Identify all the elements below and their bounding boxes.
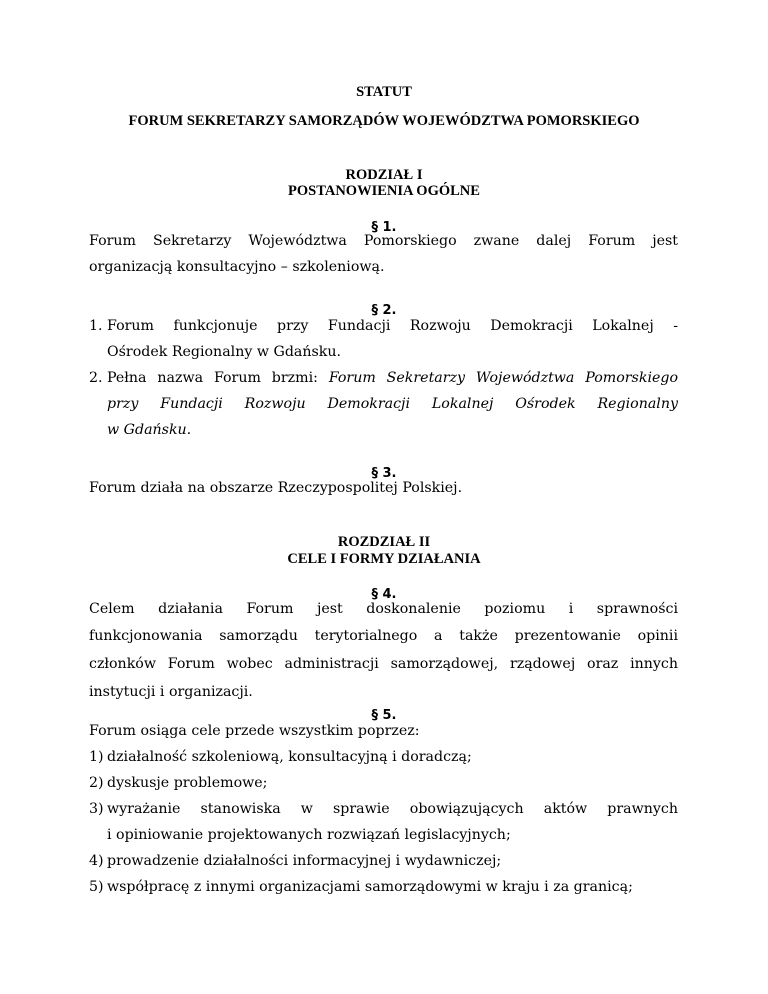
chapter-2-name: CELE I FORMY DZIAŁANIA [287,551,481,567]
section-2-item-2-plain: Pełna nazwa Forum brzmi: [107,370,329,386]
section-2-item-1-line: Forum funkcjonuje przy Fundacji Rozwoju Demokracji Lokalnej - [107,318,678,334]
section-2-item-1-number: 1. [89,318,103,334]
chapter-1-number: RODZIAŁ I [345,167,423,183]
document-subtitle: FORUM SEKRETARZY SAMORZĄDÓW WOJEWÓDZTWA POMORSKIEGO [128,113,640,129]
section-5-intro: Forum osiąga cele przede wszystkim poprzez: [89,723,420,739]
section-1-line: organizacją konsultacyjno – szkoleniową. [89,259,385,275]
section-2-item-2-line: przy Fundacji Rozwoju Demokracji Lokalnej Ośrodek Regionalny [107,396,678,412]
section-4-line: funkcjonowania samorządu terytorialnego a także prezentowanie opinii [89,628,678,644]
list-item [89,774,267,792]
section-2-item-2-line [107,369,678,387]
list-item-text: prowadzenie działalności informacyjnej i wydawniczej; [107,853,502,869]
chapter-1-name: POSTANOWIENIA OGÓLNE [288,183,480,199]
section-4-line: członków Forum wobec administracji samorządowej, rządowej oraz innych [89,656,678,672]
list-item-text: działalność szkoleniową, konsultacyjną i doradczą; [107,749,472,765]
section-4-line: Celem działania Forum jest doskonalenie poziomu i sprawności [89,601,678,617]
section-2-item-1-line: Ośrodek Regionalny w Gdańsku. [107,344,342,360]
section-1-sign: § 1. [371,220,397,235]
section-2-item-2-number: 2. [89,370,103,386]
section-3-sign: § 3. [371,466,397,481]
document-title: STATUT [356,84,412,100]
list-item-number: 2) [89,775,104,791]
list-item [89,748,472,766]
list-item-number: 5) [89,879,104,895]
list-item-text: wyrażanie stanowiska w sprawie obowiązujących aktów prawnych [107,801,678,817]
list-item-continuation: i opiniowanie projektowanych rozwiązań legislacyjnych; [107,827,511,843]
list-item-number: 4) [89,853,104,869]
section-5-sign: § 5. [371,708,397,723]
section-3-line: Forum działa na obszarze Rzeczypospolitej Polskiej. [89,480,463,496]
list-item-text: współpracę z innymi organizacjami samorządowymi w kraju i za granicą; [107,879,633,895]
list-item [89,852,501,870]
section-2-sign: § 2. [371,303,397,318]
list-item-number: 3) [89,801,104,817]
section-2-item-2-line: w Gdańsku. [107,422,192,438]
section-1-line: Forum Sekretarzy Województwa Pomorskiego zwane dalej Forum jest [89,233,678,249]
list-item-text: dyskusje problemowe; [107,775,268,791]
chapter-2-number: ROZDZIAŁ II [337,534,431,550]
section-2-item-2-italic: Forum Sekretarzy Województwa Pomorskiego [328,370,678,386]
section-4-sign: § 4. [371,587,397,602]
list-item-number: 1) [89,749,104,765]
section-4-line: instytucji i organizacji. [89,684,253,700]
list-item [89,878,633,896]
